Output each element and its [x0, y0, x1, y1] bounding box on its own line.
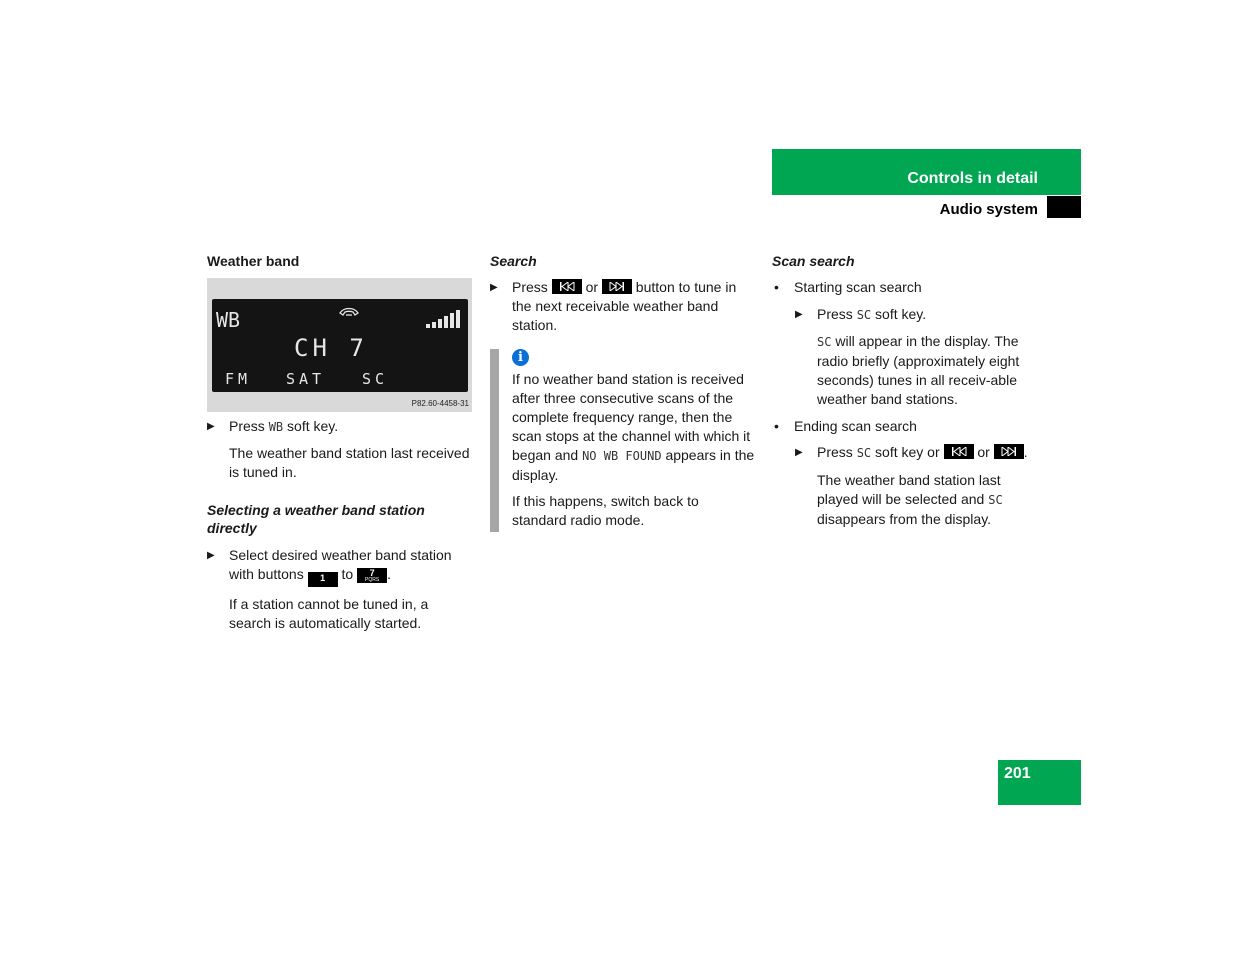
- display-channel: CH 7: [294, 334, 368, 362]
- column-weather-band: [207, 252, 473, 633]
- heading-select-station: Selecting a weather band station directly: [207, 502, 425, 536]
- button-1-icon: 1: [308, 572, 338, 587]
- subsection-title: Audio system: [939, 201, 1038, 218]
- skip-forward-icon: [602, 279, 632, 294]
- arrow-icon: ▶: [207, 421, 215, 432]
- code-sc: SC: [856, 308, 872, 322]
- figure-caption: P82.60-4458-31: [411, 399, 469, 408]
- note-last-received: The weather band station last received is tuned in.: [229, 445, 470, 480]
- softkey-sat: SAT: [286, 370, 326, 388]
- signal-strength-icon: [426, 309, 462, 329]
- heading-search: Search: [490, 253, 537, 269]
- arrow-icon: ▶: [795, 309, 803, 320]
- code-sc: SC: [988, 493, 1003, 507]
- code-sc: SC: [817, 335, 832, 349]
- info-icon: i: [512, 349, 529, 366]
- display-band: WB: [216, 308, 241, 332]
- step-select-station: ▶ Select desired weather band station with buttons 1 to 7 PQRS .: [207, 546, 473, 587]
- note-scan-start: SC will appear in the display. The radio briefly (approximately eight seconds) tunes in all receiv-able weather band stations.: [817, 333, 1020, 407]
- softkey-sc: SC: [362, 370, 389, 388]
- column-scan-search: [772, 252, 1042, 529]
- softkey-fm: FM: [225, 370, 252, 388]
- step-end-scan: ▶ Press SC soft key or or .: [795, 444, 1028, 460]
- arrow-icon: ▶: [795, 447, 803, 458]
- info-box: [490, 349, 756, 530]
- column-search: [490, 252, 756, 530]
- info-bar: [490, 349, 499, 532]
- step-press-sc: ▶ Press SC soft key.: [795, 306, 927, 322]
- display-figure: [207, 278, 472, 412]
- skip-back-icon: [944, 444, 974, 459]
- arrow-icon: ▶: [490, 282, 498, 293]
- radio-display: [212, 299, 468, 392]
- bullet-start-scan: • Starting scan search: [774, 279, 922, 295]
- step-press-skip: ▶ Press or button to tune in the next receivable weather band station.: [490, 279, 737, 333]
- note-scan-end: The weather band station last played will be selected and SC disappears from the display.: [817, 472, 1003, 527]
- info-text-1: If no weather band station is received after three consecutive scans of the complete frequency range, then the scan stops at the channel with which it began and NO WB FOUND appears in the display.: [512, 371, 755, 483]
- heading-weather-band: Weather band: [207, 253, 300, 269]
- phone-icon: [338, 306, 360, 318]
- page-number: 201: [1004, 765, 1031, 782]
- code-wb: WB: [268, 420, 284, 434]
- arrow-icon: ▶: [207, 550, 215, 561]
- section-title: Controls in detail: [907, 170, 1038, 187]
- button-7-icon: 7 PQRS: [357, 568, 387, 583]
- step-press-wb: ▶ Press WB soft key.: [207, 418, 339, 434]
- skip-forward-icon: [994, 444, 1024, 459]
- skip-back-icon: [552, 279, 582, 294]
- bullet-end-scan: • Ending scan search: [774, 418, 917, 434]
- code-no-wb-found: NO WB FOUND: [582, 449, 662, 463]
- header-marker: [1047, 196, 1081, 218]
- note-auto-search: If a station cannot be tuned in, a search is automatically started.: [229, 596, 429, 631]
- heading-scan-search: Scan search: [772, 253, 855, 269]
- code-sc: SC: [856, 446, 872, 460]
- info-text-2: If this happens, switch back to standard radio mode.: [512, 493, 699, 528]
